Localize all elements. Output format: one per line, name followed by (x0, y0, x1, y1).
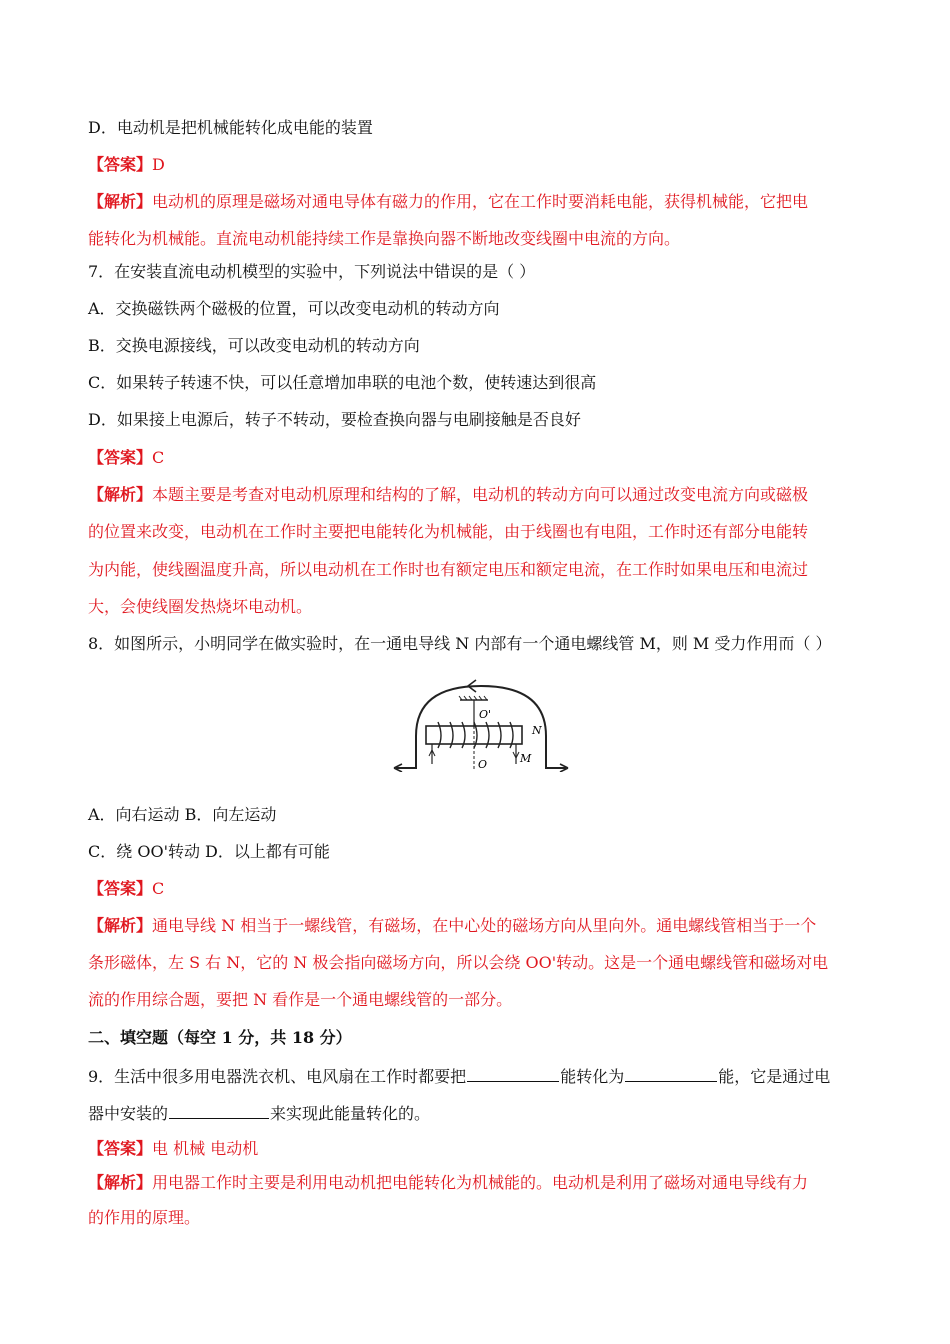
q6-option-d: D．电动机是把机械能转化成电能的装置 (88, 118, 373, 137)
label-o: O (478, 758, 488, 771)
q8-options-cd: C．绕 OO'转动 D．以上都有可能 (88, 842, 330, 861)
analysis-tag: 【解析】 (88, 916, 153, 935)
q8-options-ab: A．向右运动 B．向左运动 (88, 805, 277, 824)
q6-analysis-line-2: 能转化为机械能。直流电动机能持续工作是靠换向器不断地改变线圈中电流的方向。 (88, 229, 681, 248)
answer-value: C (152, 448, 165, 467)
analysis-tag: 【解析】 (88, 192, 153, 211)
answer-value: C (152, 879, 165, 898)
answer-tag: 【答案】 (88, 155, 153, 174)
q7-option-d: D．如果接上电源后，转子不转动，要检查换向器与电刷接触是否良好 (88, 410, 581, 429)
section-title: 二、填空题（每空 1 分，共 18 分） (88, 1028, 352, 1047)
q6-answer (88, 155, 165, 175)
q7-analysis-line-1: 【解析】本题主要是考查对电动机原理和结构的了解，电动机的转动方向可以通过改变电流方向或磁极 (88, 485, 809, 504)
q7-option-b: B．交换电源接线，可以改变电动机的转动方向 (88, 336, 420, 355)
q8-analysis-line-3: 流的作用综合题，要把 N 看作是一个通电螺线管的一部分。 (88, 990, 513, 1009)
q7-analysis-line-3: 为内能，使线圈温度升高，所以电动机在工作时也有额定电压和额定电流，在工作时如果电压和电流过 (88, 560, 809, 579)
q7-answer (88, 448, 164, 468)
q8-analysis-line-1: 【解析】通电导线 N 相当于一螺线管，有磁场，在中心处的磁场方向从里向外。通电螺线管相当于一个 (88, 916, 817, 935)
answer-tag: 【答案】 (88, 448, 153, 467)
label-o-prime: O' (479, 708, 492, 721)
q9-analysis-line-2: 的作用的原理。 (88, 1208, 201, 1227)
analysis-tag: 【解析】 (88, 1173, 153, 1192)
answer-value: D (152, 155, 165, 174)
solenoid-figure (392, 676, 570, 772)
q9-stem-line-2: 器中安装的 来实现此能量转化的。 (88, 1104, 431, 1123)
answer-value: 电 机械 电动机 (152, 1139, 259, 1158)
q9-stem-line-1: 9．生活中很多用电器洗衣机、电风扇在工作时都要把 能转化为 能，它是通过电 (88, 1067, 831, 1086)
q7-analysis-line-2: 的位置来改变，电动机在工作时主要把电能转化为机械能，由于线圈也有电阻，工作时还有部分电能转 (88, 522, 809, 541)
blank-2[interactable] (625, 1066, 717, 1082)
q7-stem: 7．在安装直流电动机模型的实验中，下列说法中错误的是（ ） (88, 262, 536, 281)
q7-option-a: A．交换磁铁两个磁极的位置，可以改变电动机的转动方向 (88, 299, 500, 318)
blank-3[interactable] (169, 1103, 269, 1119)
answer-tag: 【答案】 (88, 879, 153, 898)
q7-analysis-line-4: 大，会使线圈发热烧坏电动机。 (88, 597, 313, 616)
label-m: M (520, 752, 532, 765)
q9-answer (88, 1139, 258, 1159)
q8-answer (88, 879, 164, 899)
q9-analysis-line-1: 【解析】用电器工作时主要是利用电动机把电能转化为机械能的。电动机是利用了磁场对通电导线有力 (88, 1173, 809, 1192)
answer-tag: 【答案】 (88, 1139, 153, 1158)
analysis-tag: 【解析】 (88, 485, 153, 504)
q8-stem: 8．如图所示，小明同学在做实验时，在一通电导线 N 内部有一个通电螺线管 M，则 M 受力作用而（ ） (88, 634, 832, 653)
label-n: N (532, 724, 542, 737)
q8-analysis-line-2: 条形磁体，左 S 右 N，它的 N 极会指向磁场方向，所以会绕 OO'转动。这是一个通电螺线管和磁场对电 (88, 953, 829, 972)
q6-analysis-line-1: 【解析】电动机的原理是磁场对通电导体有磁力的作用，它在工作时要消耗电能，获得机械能，它把电 (88, 192, 809, 211)
q7-option-c: C．如果转子转速不快，可以任意增加串联的电池个数，使转速达到很高 (88, 373, 597, 392)
blank-1[interactable] (467, 1066, 559, 1082)
